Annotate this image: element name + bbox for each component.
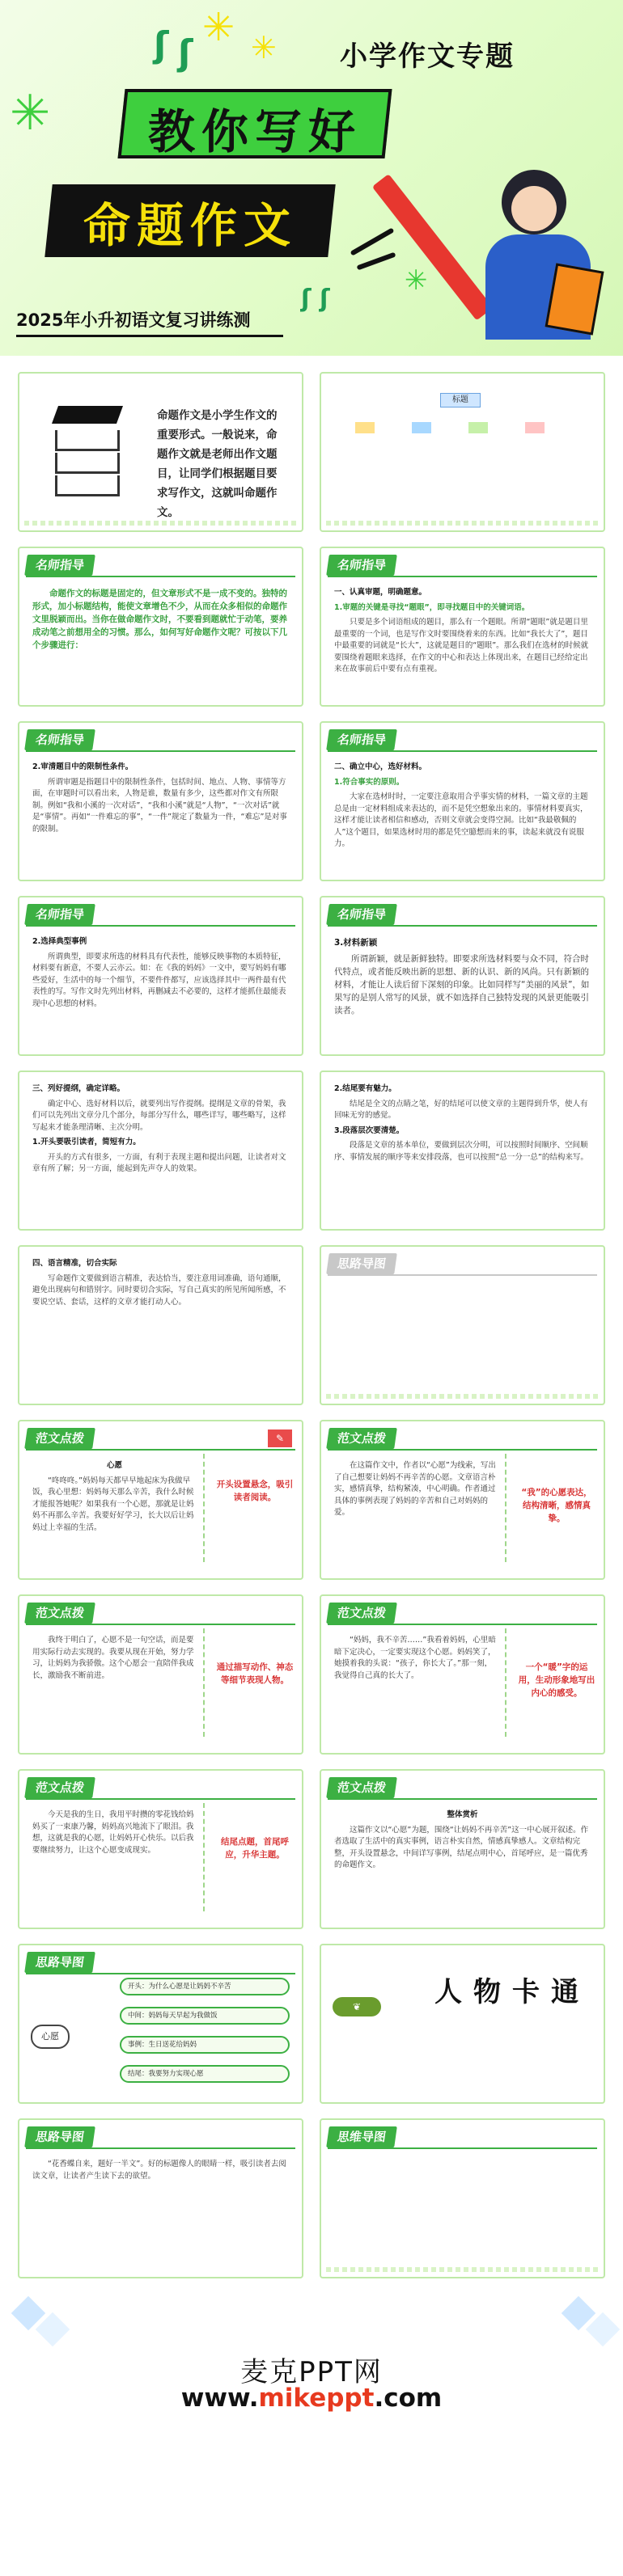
section-tag: 思路导图: [326, 1253, 397, 1274]
slide-intro: [18, 372, 303, 532]
section-tag: 范文点拨: [24, 1428, 95, 1449]
slide-cartoon: [320, 1944, 605, 2104]
slide-mindmap: [18, 1944, 303, 2104]
annotation-label: ✎: [268, 1429, 292, 1447]
title-line1: 教你写好: [147, 104, 362, 159]
annotation-note: 开头设置悬念，吸引读者阅读。: [216, 1480, 294, 1502]
slide-mind-image: [320, 1245, 605, 1405]
annotation-note: 一个“暖”字的运用，生动形象地写出内心的感受。: [518, 1662, 595, 1698]
squiggle-icon: ʃ: [178, 32, 193, 74]
slide-row: [18, 1245, 605, 1405]
star-icon: ✳: [251, 30, 277, 65]
mind-map-item: 开头：为什么心愿是让妈妈不辛苦: [120, 1978, 290, 1995]
slide-method-intro: [18, 547, 303, 707]
footer: [0, 2293, 623, 2463]
section-tag: 名师指导: [326, 555, 397, 576]
slide-text: 一、认真审题，明确题意。 1.审题的关键是寻找“题眼”，即寻找题目中的关键词语。 只要是多个词语组成的题目，那么有一个题眼。所谓“题眼”就是题目里最重要的一个词，也是写作文时要围绕着来的东西。比如“我长大了”，题目中最重要的词就是“长大”，这就是题目的“题眼”。那么我们在选材的时候就要围绕着题眼来选择，在作文的中心和表达上体现出来，在题目已经给定出来在故事前后中要有点有重视。: [334, 588, 589, 674]
squiggle-icon: ʃ: [320, 285, 330, 313]
cartoon-title: 人物卡通: [434, 1976, 590, 2008]
slide-row: [18, 1594, 605, 1755]
slide-text: 命题作文的标题是固定的，但文章形式不是一成不变的。独特的形式，加小标题结构，能使文章增色不少，从而在众多相似的命题作文里脱颖而出。当你在做命题作文时，不要看到题就忙于动笔，要养成动笔之前想用全的习惯。那么，如何写好命题作文呢？可按以下几个步骤进行：: [32, 589, 287, 650]
section-tag: 名师指导: [24, 555, 95, 576]
slide-review: [320, 547, 605, 707]
mind-map-center: 心愿: [31, 2025, 70, 2049]
slide-typical: [18, 896, 303, 1056]
slide-row: [18, 547, 605, 707]
series-title: 小学作文专题: [340, 40, 515, 73]
slide-model-3: [18, 1594, 303, 1755]
slide-row: [18, 896, 605, 1056]
slide-text: 2.选择典型事例 所谓典型，即要求所选的材料具有代表性，能够反映事物的本质特征，材料要有新意，不要人云亦云。如：在《我的妈妈》一文中，要写妈妈有哪些爱好，生活中的每一个细节，不要件件都写，应该选择其中一两件最有代表性的写。写作文时先列出材料，再删减去不必要的，这样才能抓住最能表现中心思想的材料。: [32, 937, 286, 1008]
slide-text: 三、列好提纲，确定详略。 确定中心、选好材料以后，就要列出写作提纲。提纲是文章的骨架，我们可以先列出文章分几个部分，每部分写什么，哪些详写，哪些略写，这样写起来才能条理清晰、主次分明。 1.开头要吸引读者，简短有力。 开头的方式有很多，一方面，有利于表现主题和提出问题，让读者对文章有所了解；另一方面，能起到先声夺人的效果。: [32, 1084, 286, 1173]
slide-text: 心愿 “咚咚咚。”妈妈每天都早早地起床为我做早饭，我心里想：妈妈每天那么辛苦，我什么时候才能报答她呢？如果我有一个心愿，那就是让妈妈不再那么辛苦。我要好好学习，长大以后让妈妈过上幸福的生活。: [32, 1461, 194, 1532]
section-tag: 名师指导: [326, 729, 397, 750]
slide-row: [18, 1769, 605, 1929]
annotation-note: 通过描写动作、神态等细节表现人物。: [216, 1662, 294, 1685]
title-line2: 命题作文: [83, 198, 297, 253]
slide-limits: [18, 721, 303, 881]
section-tag: 范文点拨: [326, 1603, 397, 1624]
book-icon: [545, 263, 604, 335]
slide-text: 二、确立中心，选好材料。 1.符合事实的原则。 大家在选材时时，一定要注意取用合乎事实情的材料，一篇文章的主题总是由一定材料组成来表达的，而不是凭空想象出来的。事情材料要真实，这样才能让读者相信和感动，否则文章就会变得空洞。比如“我最敬佩的人”这个题目，如果选材时用的都是凭空臆想而来的事，读起来就没有说服力。: [334, 762, 588, 848]
decor-dash: [350, 227, 395, 255]
section-tag: 范文点拨: [326, 1777, 397, 1798]
hero-banner: [0, 0, 623, 356]
section-tag: 名师指导: [24, 904, 95, 925]
slide-model-1: [18, 1420, 303, 1580]
intro-text: 命题作文是小学生作文的重要形式。一般说来，命题作文就是老师出作文题目，让同学们根据题目要求写作文，这就叫命题作文。: [157, 409, 278, 519]
slide-text: 四、语言精准，切合实际 写命题作文要做到语言精准，表达恰当，要注意用词准确，语句通顺，避免出现病句和错别字。同时要切合实际，写自己真实的所见所闻所感，不要说空话、套话，这样的文章才能打动人心。: [32, 1259, 286, 1307]
section-tag: 范文点拨: [24, 1603, 95, 1624]
slide-text: 2.审清题目中的限制性条件。 所谓审题是指题目中的限制性条件，包括时间、地点、人物、事情等方面，在审题时可以看出来，人物是谁，数量有多少，这些都对作文有所限制。例如“我和小溪的一次对话”，“我和小溪”就是“人物”，“一次对话”就是“事情”。再如“一件难忘的事”，“一件”规定了数量为一件，“难忘”是对事的限制。: [32, 762, 287, 834]
title-structure-chart: [331, 393, 594, 514]
slide-model-5: [18, 1769, 303, 1929]
slide-outline: [18, 1071, 303, 1231]
mind-map-item: 事例：生日送花给妈妈: [120, 2036, 290, 2054]
section-tag: 思路导图: [24, 2126, 95, 2147]
section-tag: 思路导图: [24, 1952, 95, 1973]
slide-text: 整体赏析 这篇作文以“心愿”为题，围绕“让妈妈不再辛苦”这一中心展开叙述。作者选取了生活中的真实事例，语言朴实自然，情感真挚感人。文章结构完整，开头设置悬念，中间详写事例，结尾点明中心，首尾呼应，是一篇优秀的命题作文。: [334, 1810, 589, 1869]
slide-novel: [320, 896, 605, 1056]
annotation-note: 结尾点题，首尾呼应，升华主题。: [221, 1837, 289, 1860]
bookshelf-icon: [39, 406, 136, 511]
slide-row: [18, 2118, 605, 2278]
brand-url[interactable]: www.mikeppt.com: [180, 2384, 443, 2413]
slide-ending: [320, 1071, 605, 1231]
slide-center: [320, 721, 605, 881]
slide-grid: [0, 356, 623, 2278]
slide-row: [18, 1944, 605, 2104]
section-tag: 名师指导: [24, 729, 95, 750]
star-icon: ✳: [202, 5, 235, 50]
slide-text: 3.材料新颖 所谓新颖，就是新鲜独特。即要求所选材料要与众不同，符合时代特点，或者能反映出新的思想、新的认识、新的风尚。只有新颖的材料，才能让人读后留下深刻的印象。比如同样写“美丽的风景”，如果写的是别人常写的风景，就不如选择自己独特发现的风景更能吸引读者。: [334, 938, 590, 1016]
teacher-illustration: [469, 170, 607, 340]
slide-row: [18, 372, 605, 532]
section-tag: 范文点拨: [326, 1428, 397, 1449]
slide-text: “妈妈，我不辛苦……”我看着妈妈，心里暗暗下定决心，一定要实现这个心愿。妈妈笑了，她摸着我的头说：“孩子，你长大了。”那一刻，我觉得自己真的长大了。: [334, 1636, 496, 1680]
decor-dash: [356, 252, 396, 271]
brand-name: 麦克PPT网: [240, 2356, 383, 2388]
slide-appreciation: [320, 1769, 605, 1929]
mind-map-item: 中间：妈妈每天早起为我做饭: [120, 2007, 290, 2025]
section-tag: 思维导图: [326, 2126, 397, 2147]
slide-text: 在这篇作文中，作者以“心愿”为线索，写出了自己想要让妈妈不再辛苦的心愿。文章语言朴实，感情真挚，结构紧凑，中心明确。作者通过具体的事例表现了妈妈的辛苦和自己对妈妈的爱。: [334, 1461, 496, 1517]
squiggle-icon: ʃ: [154, 24, 169, 65]
annotation-note: “我”的心愿表达，结构清晰，感情真挚。: [521, 1488, 592, 1523]
slide-row: [18, 721, 605, 881]
hero-subtitle: 2025年小升初语文复习讲练测: [16, 310, 251, 330]
plant-icon: ❦: [333, 1997, 381, 2016]
slide-title-mind: [18, 2118, 303, 2278]
slide-text: 今天是我的生日，我用平时攒的零花钱给妈妈买了一束康乃馨，妈妈高兴地流下了眼泪。我想，这就是我的心愿，让妈妈开心快乐。以后我要继续努力，让这个心愿变成现实。: [32, 1810, 194, 1855]
slide-text: 2.结尾要有魅力。 结尾是全文的点睛之笔，好的结尾可以使文章的主题得到升华，使人有回味无穷的感觉。 3.段落层次要清楚。 段落是文章的基本单位，要做到层次分明，可以按照时间顺序、空间顺序、事情发展的顺序等来安排段落，也可以按照“总一分一总”的结构来写。: [334, 1084, 588, 1162]
section-tag: 名师指导: [326, 904, 397, 925]
subtitle-underline: [16, 335, 283, 337]
slide-structure-chart: [320, 372, 605, 532]
slide-mind-2: [320, 2118, 605, 2278]
slide-model-4: [320, 1594, 605, 1755]
slide-language: [18, 1245, 303, 1405]
slide-row: [18, 1420, 605, 1580]
slide-model-2: [320, 1420, 605, 1580]
star-icon: ✳: [405, 264, 428, 297]
chart-root: 标题: [440, 393, 481, 408]
mind-map-item: 结尾：我要努力实现心愿: [120, 2065, 290, 2083]
slide-text: 我终于明白了，心愿不是一句空话，而是要用实际行动去实现的。我要从现在开始，努力学习，让妈妈为我骄傲。这个心愿会一直陪伴我成长，激励我不断前进。: [32, 1636, 194, 1680]
section-tag: 范文点拨: [24, 1777, 95, 1798]
squiggle-icon: ʃ: [301, 285, 312, 313]
slide-text: “花香蝶自来，题好一半文”。好的标题像人的眼睛一样，吸引读者去阅读文章，让读者产生读下去的欲望。: [32, 2160, 286, 2181]
slide-row: [18, 1071, 605, 1231]
star-icon: ✳: [10, 85, 51, 141]
mind-map: [31, 1978, 290, 2099]
